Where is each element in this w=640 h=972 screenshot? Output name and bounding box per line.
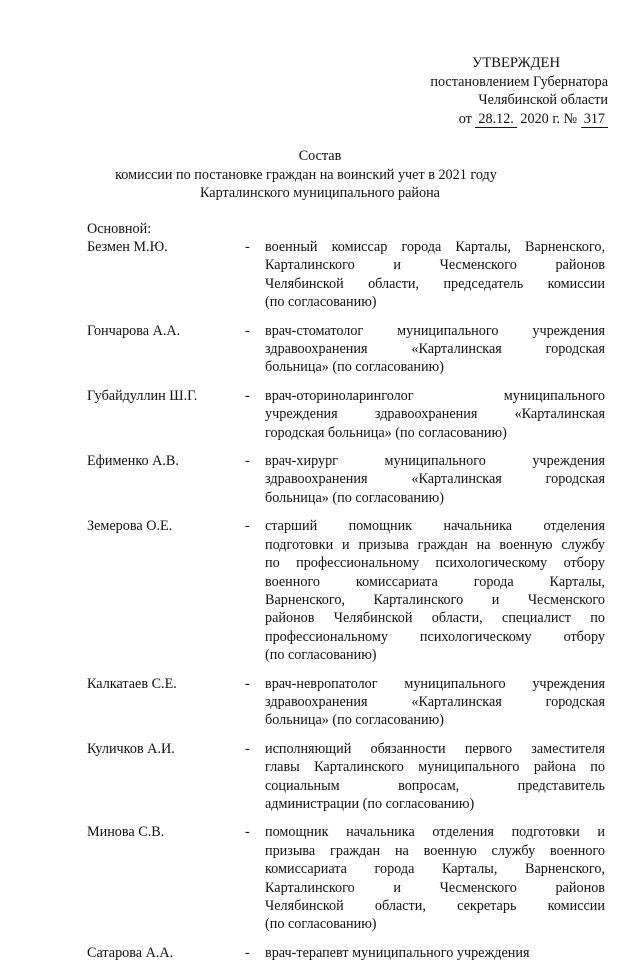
member-row: [87, 517, 605, 664]
member-description: [265, 452, 605, 507]
member-name: Гончарова А.А.: [87, 322, 181, 339]
member-description: [265, 517, 605, 664]
member-dash: -: [245, 740, 250, 757]
desc-line: военного комиссариата города Карталы,: [265, 573, 605, 590]
desc-line: врач-невропатолог муниципального учреждения: [265, 675, 605, 692]
section-label: Основной:: [87, 221, 152, 237]
desc-line: здравоохранения «Карталинская городская: [265, 471, 605, 488]
document-heading: [0, 147, 640, 203]
approval-title: УТВЕРЖДЕН: [472, 55, 560, 71]
desc-line: здравоохранения «Карталинская городская: [265, 341, 605, 358]
desc-line: профессиональному психологическому отбору: [265, 628, 605, 645]
desc-line: помощник начальника отделения подготовки и: [265, 824, 605, 841]
heading-title: Состав: [298, 148, 342, 164]
desc-line: Челябинской области, секретарь комиссии: [265, 898, 605, 914]
desc-line: больница» (по согласованию): [265, 489, 444, 506]
member-row: [87, 387, 605, 442]
member-dash: -: [245, 322, 250, 339]
member-name: Безмен М.Ю.: [87, 239, 168, 255]
member-description: [265, 823, 605, 933]
members-list: [87, 220, 605, 972]
member-description: [265, 675, 605, 730]
desc-line: районов Челябинской области, специалист по: [265, 610, 605, 627]
desc-line: социальным вопросам, представитель: [265, 777, 605, 794]
desc-line: врач-терапевт муниципального учреждения: [265, 944, 530, 961]
member-description: [265, 387, 605, 442]
desc-line: главы Карталинского муниципального района по: [265, 759, 605, 776]
approval-block: [408, 54, 608, 128]
desc-line: старший помощник начальника отделения: [265, 518, 605, 535]
approval-from-prefix: от: [458, 110, 472, 127]
heading-commission: комиссии по постановке граждан на воинский учет в 2021 году: [115, 166, 497, 183]
member-row: [87, 675, 605, 730]
desc-line: Карталинского и Чесменского районов: [265, 879, 605, 896]
approval-date: 28.12.: [475, 112, 516, 128]
desc-line: здравоохранения «Карталинская городская: [265, 693, 605, 710]
member-row: [87, 740, 605, 814]
desc-line: больница» (по согласованию): [265, 359, 444, 376]
member-description: [265, 238, 605, 312]
member-row: [87, 452, 605, 507]
member-dash: -: [245, 239, 250, 255]
desc-line: исполняющий обязанности первого заместителя: [265, 740, 605, 757]
member-name: Куличков А.И.: [87, 740, 175, 757]
member-dash: -: [245, 387, 250, 404]
desc-line: военный комиссар города Карталы, Варненского,: [265, 239, 605, 255]
member-row: [87, 823, 605, 933]
desc-line: врач-стоматолог муниципального учреждения: [265, 322, 605, 339]
desc-line: (по согласованию): [265, 916, 377, 933]
member-name: Ефименко А.В.: [87, 453, 179, 470]
member-row: [87, 322, 605, 377]
desc-line: Челябинской области, председатель комиссии: [265, 275, 605, 292]
member-description: [265, 322, 605, 377]
member-name: Земерова О.Е.: [87, 518, 173, 535]
approval-date-line: [408, 110, 608, 129]
approval-line-decree: постановлением Губернатора: [430, 73, 608, 90]
desc-line: (по согласованию): [265, 647, 377, 664]
desc-line: подготовки и призыва граждан на военную службу: [265, 536, 605, 553]
member-name: Минова С.В.: [87, 824, 165, 841]
member-name: Калкатаев С.Е.: [87, 675, 177, 692]
desc-line: Варненского, Карталинского и Чесменского: [265, 591, 605, 608]
member-dash: -: [245, 453, 250, 470]
member-dash: -: [245, 518, 250, 535]
member-description: [265, 944, 605, 962]
desc-line: врач-оториноларинголог муниципального: [265, 387, 605, 404]
member-row: [87, 944, 605, 962]
desc-line: по профессиональному психологическому отбору: [265, 555, 605, 572]
desc-line: призыва граждан на военную службу военного: [265, 842, 605, 859]
member-dash: -: [245, 824, 250, 841]
member-description: [265, 740, 605, 814]
heading-district: Карталинского муниципального района: [200, 185, 440, 202]
member-dash: -: [245, 944, 250, 961]
desc-line: врач-хирург муниципального учреждения: [265, 453, 605, 470]
approval-number: 317: [581, 112, 608, 128]
approval-line-region: Челябинской области: [478, 92, 608, 109]
member-name: Сатарова А.А.: [87, 944, 174, 961]
desc-line: (по согласованию): [265, 294, 377, 311]
desc-line: городская больница» (по согласованию): [265, 424, 507, 441]
member-dash: -: [245, 675, 250, 692]
approval-year-number-label: 2020 г. №: [520, 110, 578, 127]
desc-line: больница» (по согласованию): [265, 712, 444, 729]
member-row: [87, 238, 605, 312]
member-name: Губайдуллин Ш.Г.: [87, 387, 198, 404]
desc-line: администрации (по согласованию): [265, 795, 475, 812]
desc-line: учреждения здравоохранения «Карталинская: [265, 406, 605, 423]
desc-line: Карталинского и Чесменского районов: [265, 257, 605, 274]
desc-line: комиссариата города Карталы, Варненского,: [265, 861, 605, 878]
